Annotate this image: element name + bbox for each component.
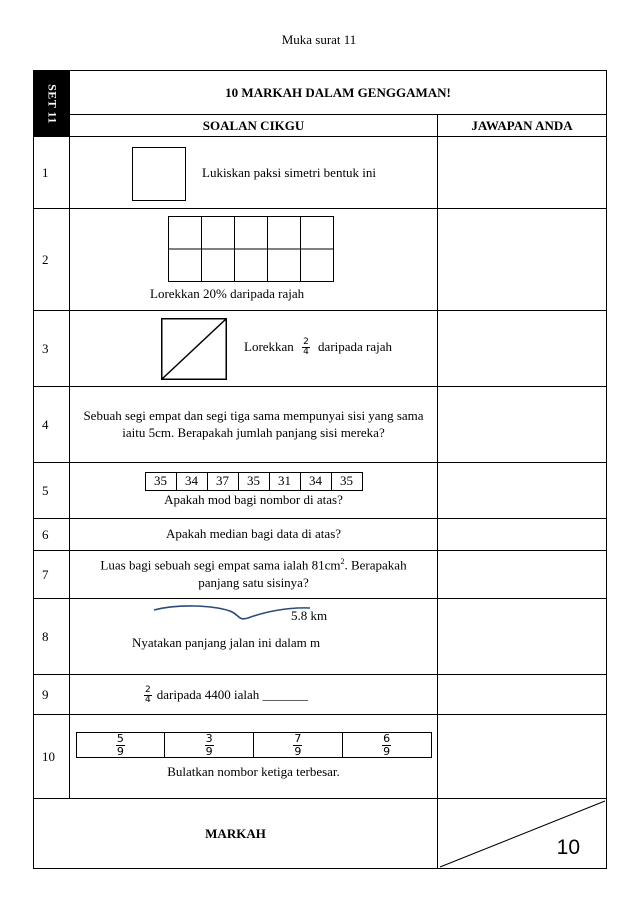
number-item: 35 [145,473,176,491]
markah-row [34,799,607,869]
question-text-line [144,686,308,706]
answer-cell[interactable] [438,387,607,463]
question-cell [70,311,438,387]
fraction-numerator: 3 [205,732,213,745]
question-number: 10 [34,715,70,799]
question-cell [70,551,438,599]
question-text-block [70,557,437,591]
number-item: 34 [176,473,207,491]
column-header-answer: JAWAPAN ANDA [438,115,607,137]
grid-figure [168,216,335,283]
column-header-row [34,115,607,137]
question-text: daripada 4400 ialah _______ [156,686,308,702]
question-cell [70,599,438,675]
set-label: SET 11 [45,83,59,124]
answer-cell[interactable] [438,137,607,209]
answer-cell[interactable] [438,209,607,311]
question-cell [70,387,438,463]
answer-cell[interactable] [438,715,607,799]
score-divider [438,799,607,869]
number-list [145,472,363,491]
set-badge [34,71,70,137]
fraction-denominator: 9 [116,744,124,758]
question-row-3 [34,311,607,387]
question-row-8 [34,599,607,675]
fraction [293,733,302,757]
fraction-item [76,733,165,758]
number-item: 35 [238,473,269,491]
question-cell [70,209,438,311]
fraction-numerator: 2 [303,337,309,347]
answer-cell[interactable] [438,311,607,387]
question-text: Lorekkan [244,338,294,354]
question-number: 4 [34,387,70,463]
question-cell [70,675,438,715]
question-text: Apakah median bagi data di atas? [165,526,342,542]
answer-cell[interactable] [438,463,607,519]
fraction-item [254,733,343,758]
worksheet-title: 10 MARKAH DALAM GENGGAMAN! [70,71,607,115]
answer-cell[interactable] [438,551,607,599]
question-row-10 [34,715,607,799]
question-text: Bulatkan nombor ketiga terbesar. [167,764,340,780]
question-number: 7 [34,551,70,599]
superscript: 2 [340,557,345,567]
fraction-numerator: 2 [145,685,151,695]
question-text-line [244,338,392,358]
question-text: . Berapakah panjang satu sisinya? [198,557,407,590]
question-text: Nyatakan panjang jalan ini dalam m [132,635,321,650]
page-number: Muka surat 11 [281,32,357,47]
question-cell [70,137,438,209]
fraction [116,733,125,757]
fraction-item [165,733,254,758]
question-number: 2 [34,209,70,311]
question-row-2 [34,209,607,311]
question-cell [70,715,438,799]
question-number: 5 [34,463,70,519]
distance-label: 5.8 km [291,608,328,623]
title-row [34,71,607,115]
question-row-6 [34,519,607,551]
question-row-5 [34,463,607,519]
fraction-denominator: 4 [303,347,309,358]
fraction [144,686,152,706]
fraction-numerator: 7 [294,732,302,745]
question-text: Sebuah segi empat dan segi tiga sama mempunyai sisi yang sama iaitu 5cm. Berapakah jumlah panjang sisi mereka? [83,407,424,440]
question-number: 3 [34,311,70,387]
fraction-denominator: 9 [294,744,302,758]
answer-cell[interactable] [438,599,607,675]
number-item: 34 [300,473,331,491]
question-number: 6 [34,519,70,551]
question-text: Apakah mod bagi nombor di atas? [164,492,343,507]
fraction-list [76,732,432,758]
question-cell [70,519,438,551]
number-item: 35 [331,473,362,491]
score-cell[interactable] [438,799,607,869]
question-text: Luas bagi sebuah segi empat sama ialah 81cm [100,557,341,573]
question-text: daripada rajah [318,338,393,354]
worksheet-table [33,70,607,869]
column-header-question: SOALAN CIKGU [70,115,438,137]
fraction-numerator: 5 [116,732,124,745]
answer-cell[interactable] [438,519,607,551]
fraction [205,733,214,757]
question-row-4 [34,387,607,463]
fraction-numerator: 6 [383,732,391,745]
fraction [382,733,391,757]
fraction-item [342,733,431,758]
question-row-7 [34,551,607,599]
question-row-9 [34,675,607,715]
number-item: 37 [207,473,238,491]
question-text: Lukiskan paksi simetri bentuk ini [202,165,377,180]
question-number: 8 [34,599,70,675]
road-line [152,601,312,625]
fraction-denominator: 9 [383,744,391,758]
question-text: Lorekkan 20% daripada rajah [150,286,305,301]
question-cell [70,463,438,519]
fraction-denominator: 4 [145,695,151,706]
markah-label: MARKAH [34,799,438,869]
diagonal-square-figure [161,318,227,380]
fraction-denominator: 9 [205,744,213,758]
answer-cell[interactable] [438,675,607,715]
score-total: 10 [556,836,581,859]
square-shape [132,147,186,201]
number-item: 31 [269,473,300,491]
question-row-1 [34,137,607,209]
fraction [302,338,310,358]
question-number: 1 [34,137,70,209]
question-number: 9 [34,675,70,715]
